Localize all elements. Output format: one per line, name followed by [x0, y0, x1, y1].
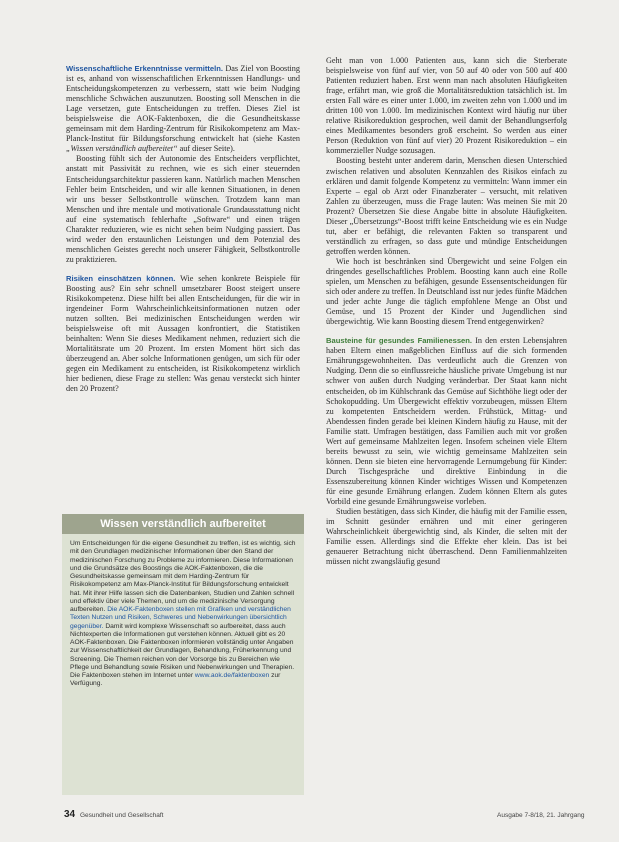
paragraph-family-meals [326, 336, 567, 507]
paragraph-risks [66, 274, 300, 395]
box-text-highlight: Die AOK-Faktenboxen stellen mit Grafiken und verständlichen Texten Nutzen und Risiken, Schweres und Nebenwirkungen übersichtlich gegenüber. [70, 606, 291, 630]
subheading-family: Bausteine für gesundes Familienessen. [326, 336, 473, 346]
paragraph-intro [66, 64, 300, 154]
info-box-title: Wissen verständlich aufbereitet [62, 514, 304, 534]
paragraph-statistics: Geht man von 1.000 Patienten aus, kann sich die Sterberate beispielsweise von fünf auf vier, von 50 auf 40 oder von 500 auf 400 Patienten reduziert haben. Erst wenn man nach absoluten Häufigkeiten frage, erfährt man, wie groß die Mortalitätsreduktion tatsächlich ist. Im ersten Fall wäre es einer unter 1.000, im zweiten zehn von 1.000 und im dritten 100 von 1.000. Im medizinischen Kontext wird häufig nur über relative Risikoreduktion gesprochen, weil damit der Behandlungserfolg eines Medikamentes besonders groß erscheint. So werden aus einer Person (Reduktion von fünf auf vier) 20 Prozent Risikoreduktion – ein kommerzieller Nudge sozusagen. [326, 56, 567, 156]
footer-section-title: Gesundheit und Gesellschaft [80, 812, 164, 819]
paragraph-overweight: Wie hoch ist beschränken sind Übergewicht und seine Folgen ein dringendes gesellschaftliches Problem. Boosting kann auch eine Rolle spielen, um Menschen zu befähigen, gesunde Essensentscheidungen für sich oder andere zu treffen. In Deutschland isst nur jedes fünfte Mädchen und jeder achte Junge die täglich empfohlene Menge an Obst und Gemüse, und 15 Prozent der Kinder und Jugendlichen sind übergewichtig. Wie kann Boosting diesem Trend entgegenwirken? [326, 256, 567, 327]
left-column [66, 64, 300, 395]
info-box-text [70, 540, 296, 689]
box-text-part: Um Entscheidungen für die eigene Gesundheit zu treffen, ist es wichtig, sich mit den Grundlagen medizinischer Informationen über den Stand der medizinischen Forschung zu Probleme zu informieren. Diese Informationen und die Grundsätze des Boostings die AOK-Faktenboxen, die die Gesundheitskasse gemeinsam mit dem Harding-Zentrum für Risikokompetenz am Max-Planck-Institut für Bildungsforschung entwickelt hat. Mit ihrer Hilfe lassen sich die Datenbanken, Studien und Zahlen schnell und effektiv über viele Themen, und um die medizinische Versorgung aufbereiten. [70, 540, 296, 613]
right-column [326, 56, 567, 567]
subheading-risks: Risiken einschätzen können. [66, 273, 176, 283]
page-number: 34 [64, 809, 76, 820]
footer-issue: Ausgabe 7-8/18, 21. Jahrgang [497, 812, 585, 819]
paragraph-text: In den ersten Lebensjahren haben Eltern einen maßgeblichen Einfluss auf die sich formenden Ernährungsgewohnheiten. Das verdeutlicht auch die Grenzen von Nudging. Denn die so einflussreiche häusliche private Umgebung ist nur schwer von außen durch Nudging veränderbar. Der Staat kann nicht entscheiden, ob im Kühlschrank das Gemüse auf Sichthöhe liegt oder der Schokopudding. Um Übergewicht effektiv vorzubeugen, müssen Eltern zu kompetenten Entscheidern werden. Frühstück, Mittag- und Abendessen finden gerade bei kleinen Kindern häufig zu Hause, mit der Familie statt. Umfragen bestätigen, dass Familien auch mit vor großen Wert auf gemeinsame Mahlzeiten legen. Insofern scheinen viele Eltern bereits bewusst zu sein, wie wichtig gemeinsame Mahlzeiten sein können. Denn sie bieten eine hervorragende Lernumgebung für Kinder: Durch Tischgespräche und direktive Einbindung in die Essenszubereitung können Kinder wichtiges Wissen und Kompetenzen für eine gesunde Ernährung erlangen. Zudem können Eltern als gutes Vorbild eine gesunde Ernährungsweise vorleben. [326, 336, 567, 507]
paragraph-text: auf dieser Seite). [177, 144, 235, 154]
box-reference: „Wissen verständlich aufbereitet“ [66, 144, 178, 154]
box-text-part: zur Verfügung. [70, 672, 281, 688]
paragraph-text: Wie sehen konkrete Beispiele für Boosting aus? Ein sehr schnell umsetzbarer Boost steigert unsere Risikokompetenz. Diese hilft bei allen Entscheidungen, für die wir in irgendeiner Form Wahrscheinlichkeitsinformationen nutzen oder nutzen sollten. Bei medizinischen Entscheidungen werden wir beispielsweise oft mit Aussagen konfrontiert, die Statistiken beinhalten: Wenn Sie dieses Medikament nehmen, reduziert sich die Mortalitätsrate um 20 Prozent. Im ersten Moment hört sich das überzeugend an. Aber solche Informationen genügen, um sich für oder gegen ein Medikament zu entscheiden, ist Risikokompetenz wirklich hier bedienen, diese Frage zu stellen: Was genau versteckt sich hinter den 20 Prozent? [66, 273, 301, 394]
paragraph-text: Das Ziel von Boosting ist es, anhand von wissenschaftlichen Erkenntnissen Handlungs- und Entscheidungskompetenzen zu verbessern, statt wie beim Nudging menschliche Schwächen auszunutzen. Boosting soll Menschen in die Lage versetzen, gute Entscheidungen zu treffen. Dieses Ziel ist beispielsweise die AOK-Faktenboxen, die die Gesundheitskasse gemeinsam mit dem Harding-Zentrum für Risikokompetenz am Max-Planck-Institut für Bildungsforschung entwickelt hat (siehe Kasten [66, 64, 300, 144]
box-text-part: Damit wird komplexe Wissenschaft so aufbereitet, dass auch Nichtexperten die Informationen gut verstehen können. Aktuell gibt es 20 AOK-Faktenboxen. Die Faktenboxen informieren vollständig unter Angaben zur Wissenschaftlichkeit der Grundlagen, Behandlung, Früherkennung und Screening. Die Themen reichen von der Vorsorge bis zu Bereichen wie Pflege und Behandlung sowie Risiken und Nebenwirkungen und Therapien. Die Faktenboxen stehen im Internet unter [70, 622, 295, 679]
subheading-knowledge: Wissenschaftliche Erkenntnisse vermitteln. [66, 64, 224, 73]
faktenboxen-link[interactable]: www.aok.de/faktenboxen [194, 672, 270, 679]
paragraph-autonomy: Boosting fühlt sich der Autonomie des Entscheiders verpflichtet, anstatt mit Passivität zu rechnen, wie es sich einer steuernden Entscheidungsarchitektur passieren kann. Natürlich machen Menschen Fehler beim Entscheiden, und wir alle kennen Situationen, in denen wir uns besser Selbstkontrolle wünschen. Trotzdem kann man Menschen und ihre mentale und motivationale Grundausstattung nicht auf eine systematisch fehlerhafte „Software“ und einen trägen Charakter reduzieren, wie es nicht sehen beim Nudging passiert. Das wird weder den erstaunlichen Leistungen und dem Potenzial des menschlichen Geistes gerecht noch unserer Fähigkeit, Selbstkontrolle zu praktizieren. [66, 154, 300, 264]
paragraph-studies: Studien bestätigen, dass sich Kinder, die häufig mit der Familie essen, im Schnitt gesünder ernähren und mit einer geringeren Wahrscheinlichkeit übergewichtig sind, als Kinder, die selten mit der Familie essen. Allerdings sind die Effekte eher klein. Das ist bei genauerer Betrachtung nicht überraschend. Denn Familienmahlzeiten müssen nicht zwangsläufig gesund [326, 507, 567, 567]
paragraph-boosting: Boosting besteht unter anderem darin, Menschen diesen Unterschied zwischen relativen und absoluten Kennzahlen des Risikos einfach zu erklären und damit folgende Kompetenz zu vermitteln: Wann immer ein Experte – egal ob Arzt oder Finanzberater – versucht, mit relativen Zahlen zu überzeugen, muss die Frage lauten: Was meinen Sie mit 20 Prozent? Übersetzen Sie diese Angabe bitte in absolute Häufigkeiten. Dieser „Übersetzungs“-Boost trifft keine Entscheidung wie es ein Nudge tut, aber er befähigt, die relevanten Fakten so transparent und verständlich zu erfragen, so dass gute und mündige Entscheidungen getroffen werden können. [326, 156, 567, 256]
